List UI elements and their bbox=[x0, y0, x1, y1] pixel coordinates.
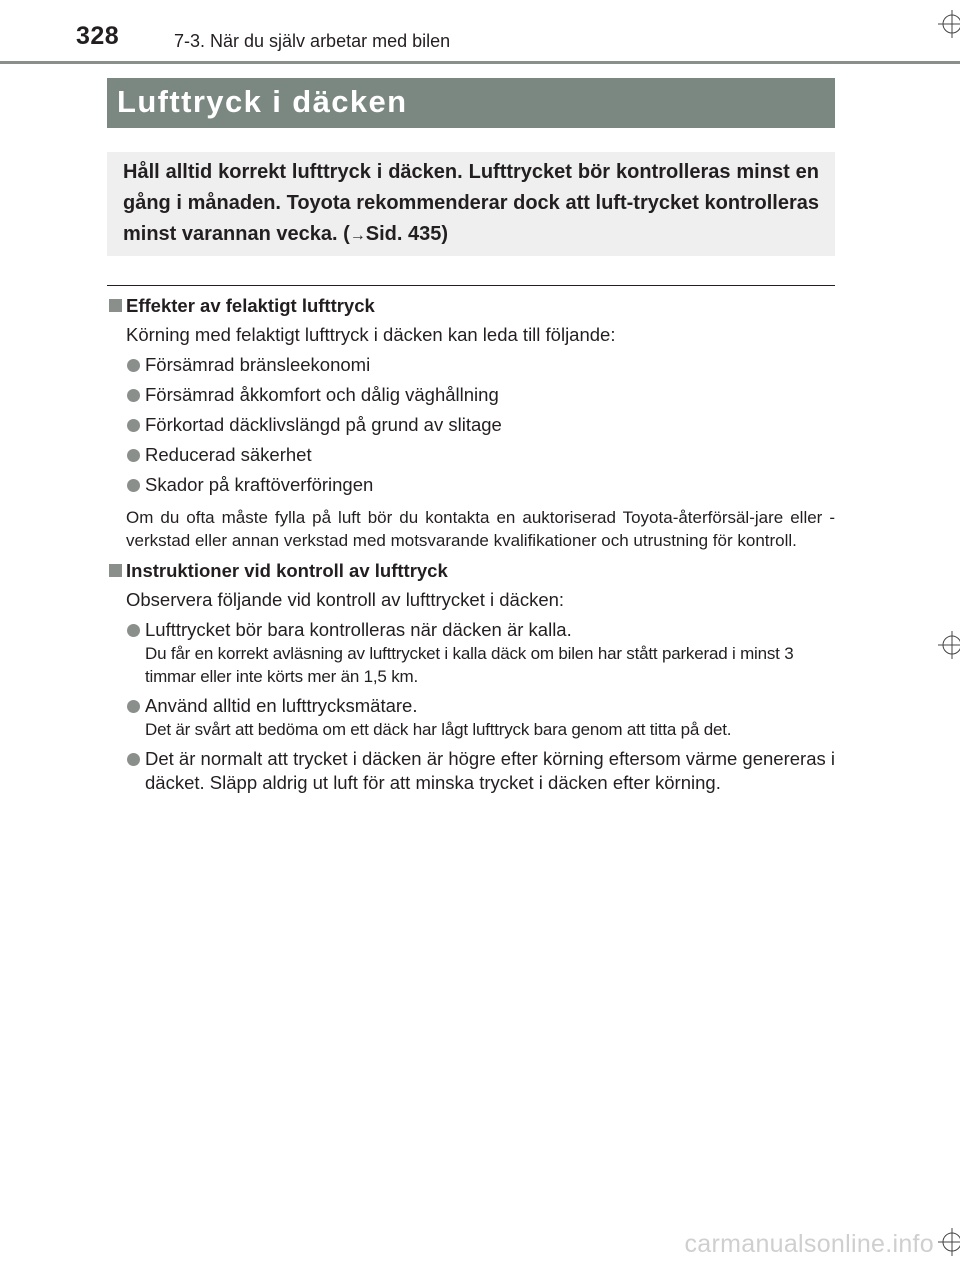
circle-bullet-icon bbox=[127, 389, 140, 402]
header-rule bbox=[0, 61, 960, 64]
registration-mark-icon bbox=[938, 631, 960, 659]
list-item bbox=[107, 383, 835, 407]
page-number: 328 bbox=[76, 22, 120, 50]
section-heading bbox=[107, 559, 835, 583]
list-item bbox=[107, 618, 835, 688]
circle-bullet-icon bbox=[127, 700, 140, 713]
page-reference-link[interactable]: Sid. 435 bbox=[365, 223, 442, 245]
list-item bbox=[107, 413, 835, 437]
circle-bullet-icon bbox=[127, 449, 140, 462]
circle-bullet-icon bbox=[127, 359, 140, 372]
intro-close: ) bbox=[441, 223, 449, 245]
registration-mark-icon bbox=[938, 1228, 960, 1256]
list-item-detail: Det är svårt att bedöma om ett däck har lågt lufttryck bara genom att titta på det. bbox=[145, 720, 732, 739]
list-item bbox=[107, 473, 835, 497]
title-bar bbox=[107, 78, 835, 128]
list-item bbox=[107, 443, 835, 467]
list-item-detail: Du får en korrekt avläsning av lufttrycket i kalla däck om bilen har stått parkerad i minst 3 timmar eller inte körts mer än 1,5 km. bbox=[145, 644, 794, 686]
section-heading-text: Effekter av felaktigt lufttryck bbox=[126, 295, 375, 316]
list-item bbox=[107, 353, 835, 377]
circle-bullet-icon bbox=[127, 624, 140, 637]
intro-body: Håll alltid korrekt lufttryck i däcken. Lufttrycket bör kontrolleras minst en gång i månaden. Toyota rekommenderar dock att luft-trycket kontrolleras minst varannan vecka. ( bbox=[123, 161, 819, 245]
section-title: 7-3. När du själv arbetar med bilen bbox=[174, 31, 451, 51]
circle-bullet-icon bbox=[127, 419, 140, 432]
list-item bbox=[107, 747, 835, 795]
list-item bbox=[107, 694, 835, 741]
watermark: carmanualsonline.info bbox=[684, 1230, 934, 1258]
list-item-text: Använd alltid en lufttrycksmätare. bbox=[145, 695, 418, 716]
list-item-text: Försämrad bränsleekonomi bbox=[145, 354, 371, 375]
circle-bullet-icon bbox=[127, 479, 140, 492]
content bbox=[107, 294, 835, 795]
registration-mark-icon bbox=[938, 10, 960, 38]
page-title: Lufttryck i däcken bbox=[117, 84, 408, 119]
content-rule bbox=[107, 285, 835, 286]
section-heading-text: Instruktioner vid kontroll av lufttryck bbox=[126, 560, 448, 581]
reference-arrow-icon: → bbox=[349, 227, 366, 244]
section-lead: Körning med felaktigt lufttryck i däcken kan leda till följande: bbox=[126, 324, 616, 345]
list-item-text: Reducerad säkerhet bbox=[145, 444, 312, 465]
list-item-text: Lufttrycket bör bara kontrolleras när däcken är kalla. bbox=[145, 619, 572, 640]
section-lead: Observera följande vid kontroll av lufttrycket i däcken: bbox=[126, 589, 565, 610]
list-item-text: Förkortad däcklivslängd på grund av slitage bbox=[145, 414, 502, 435]
section-note: Om du ofta måste fylla på luft bör du kontakta en auktoriserad Toyota-återförsäl-jare eller -verkstad eller annan verkstad med motsvarande kvalifikationer och utrustning för kontroll. bbox=[126, 508, 835, 550]
intro-text bbox=[123, 157, 819, 251]
intro-box bbox=[107, 152, 835, 256]
section-heading bbox=[107, 294, 835, 318]
circle-bullet-icon bbox=[127, 753, 140, 766]
list-item-text: Det är normalt att trycket i däcken är högre efter körning eftersom värme genereras i däcket. Släpp aldrig ut luft för att minska trycket i däcken efter körning. bbox=[145, 748, 835, 793]
square-bullet-icon bbox=[109, 564, 122, 577]
list-item-text: Försämrad åkkomfort och dålig väghållning bbox=[145, 384, 499, 405]
list-item-text: Skador på kraftöverföringen bbox=[145, 474, 374, 495]
square-bullet-icon bbox=[109, 299, 122, 312]
